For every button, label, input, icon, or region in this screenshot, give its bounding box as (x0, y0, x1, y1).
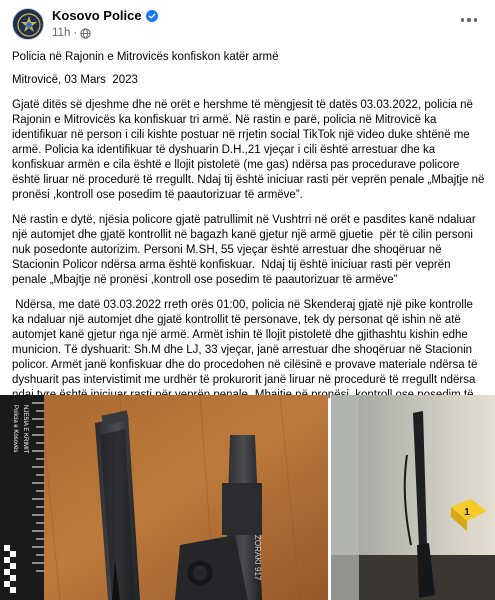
post-paragraph: Gjatë ditës së djeshme dhe në orët e hershme të mëngjesit të datës 03.03.2022, policia në Rajonin e Mitrovicës ka konfiskuar tri armë. Në rastin e parë, policia në Mitrovicë ka identifikuar në person i cili kishte postuar në rrjetin social TikTok një video duke shtënë me armë. Policia ka identifikuar të dyshuarin D.H.,21 vjeçar i cili është arrestuar dhe ka konfiskuar armën e cila është e llojit pistoletë (me gas) ndërsa pas procedurave policore është liruar në procedurë të rregullt. Ndaj tij është iniciuar rasti për veprën penale „Mbajtje në pronësi ,kontroll ose posedim të paautorizuar të armëve”. (12, 99, 488, 201)
photo-pistol-magazine[interactable] (0, 395, 328, 600)
post-paragraph: Në rastin e dytë, njësia policore gjatë patrullimit në Vushtrri në orët e pasdites kanë ndaluar një automjet dhe gjatë kontrollit në bagazh kanë gjetur një armë gjuetie për të cilin personi nuk posedonte autorizim. Personi M.SH, 55 vjeçar është arrestuar dhe shoqëruar në Stacionin Policor ndërsa arma është konfiskuar. Ndaj tij është iniciuar rasti për veprën penale „Mbajtje në pronësi ,kontroll ose posedim të paautorizuar të armëve” (12, 214, 479, 286)
ruler-label-2: NJESIA E KRIMIT (22, 405, 28, 454)
verified-badge-icon (146, 10, 158, 22)
evidence-marker-number: 1 (464, 507, 470, 518)
page-name[interactable]: Kosovo Police (52, 8, 142, 23)
gun-engraving: ZORAKI 917 (253, 535, 262, 581)
post-meta (52, 27, 91, 39)
photo-shotgun[interactable] (331, 395, 495, 600)
page-avatar[interactable] (12, 8, 44, 40)
page-name-row (52, 8, 158, 23)
ruler-label: Policia e Kosovës (12, 405, 18, 453)
globe-icon[interactable] (80, 28, 91, 39)
more-dots-icon (461, 18, 465, 22)
more-options-button[interactable] (457, 10, 481, 30)
shotgun-photo-image (331, 395, 495, 600)
post-dateline: Mitrovicë, 03 Mars 2023 (12, 74, 138, 86)
post-paragraph: Ndërsa, me datë 03.03.2022 rreth orës 01:00, policia në Skenderaj gjatë një pike kontrolle ka ndaluar një automjet dhe gjatë kontrollit të personave, tek dy personat që ishin në atë automjet kanë gjetur nga një armë. Armët ishin të llojit pistoletë dhe gjithashtu kishin edhe municion. Të dyshuarit: Sh.M dhe LJ, 33 vjeçar, janë arrestuar dhe shoqëruar në Stacionin policor. Armët janë konfiskuar dhe do procedohen në cilësinë e provave materiale ndërsa të dyshuarit pas intervistimit me urdhër të prokurorit janë liruar në procedurë të rregullt ndërsa (12, 299, 478, 386)
post-photos (0, 395, 495, 600)
post-body (12, 50, 486, 428)
pistol-photo-image (0, 395, 328, 600)
meta-separator: · (73, 27, 78, 39)
police-emblem-icon (13, 9, 44, 40)
post-header (0, 0, 495, 48)
post-timestamp[interactable]: 11h (52, 27, 71, 39)
post-title: Policia në Rajonin e Mitrovicës konfiskon katër armë (12, 51, 279, 63)
